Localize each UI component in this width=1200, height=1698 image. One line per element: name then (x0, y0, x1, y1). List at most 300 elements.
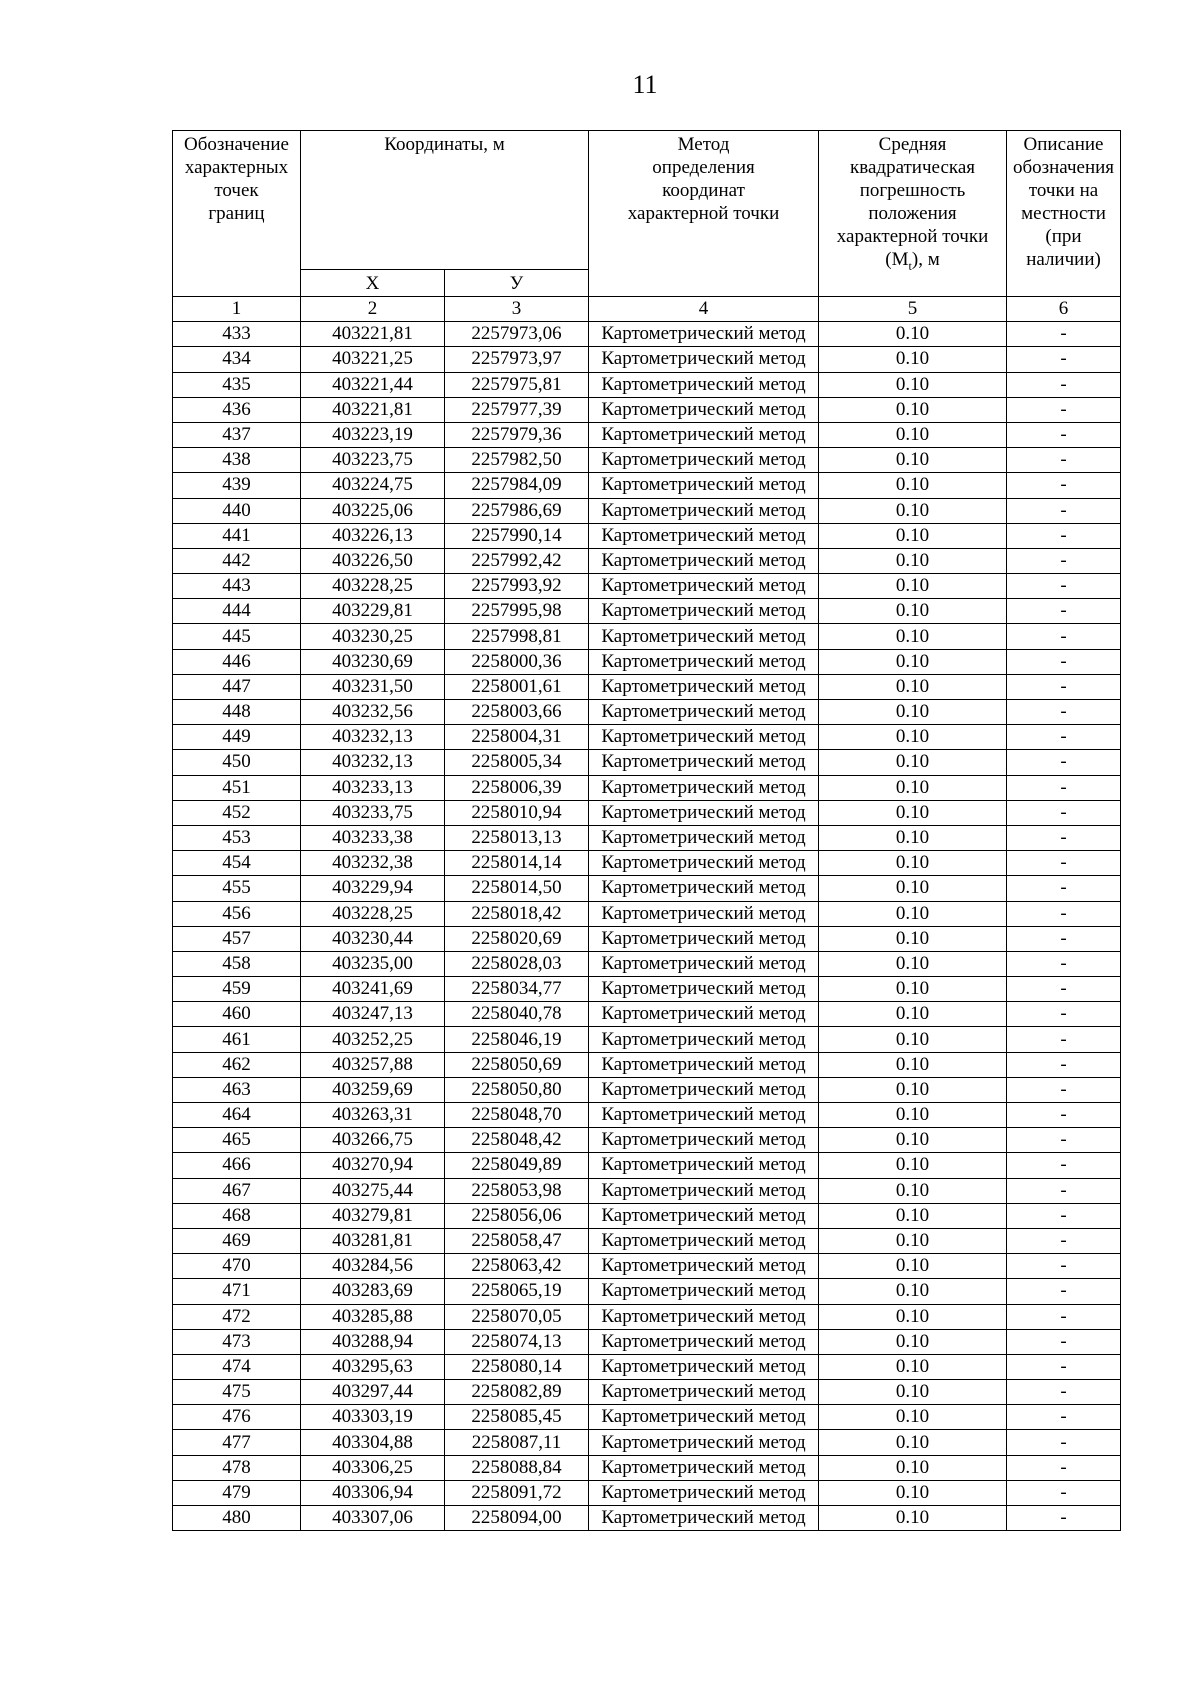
cell-description: - (1007, 1405, 1121, 1430)
cell-point-id: 466 (173, 1153, 301, 1178)
cell-description: - (1007, 1380, 1121, 1405)
cell-coord-x: 403235,00 (301, 951, 445, 976)
cell-coord-x: 403228,25 (301, 574, 445, 599)
cell-method: Картометрический метод (589, 1228, 819, 1253)
table-row (173, 1228, 1121, 1253)
table-row (173, 800, 1121, 825)
cell-point-id: 480 (173, 1506, 301, 1531)
cell-coord-x: 403266,75 (301, 1128, 445, 1153)
table-row (173, 1077, 1121, 1102)
cell-coord-y: 2258040,78 (445, 1002, 589, 1027)
cell-coord-y: 2257973,97 (445, 347, 589, 372)
page-number: 11 (632, 70, 658, 99)
table-row (173, 1430, 1121, 1455)
cell-description: - (1007, 750, 1121, 775)
cell-description: - (1007, 951, 1121, 976)
table-row (173, 1506, 1121, 1531)
cell-method: Картометрический метод (589, 448, 819, 473)
cell-point-id: 463 (173, 1077, 301, 1102)
cell-description: - (1007, 1178, 1121, 1203)
column-number: 4 (589, 297, 819, 322)
cell-coord-x: 403221,81 (301, 322, 445, 347)
column-number: 3 (445, 297, 589, 322)
cell-mean-error: 0.10 (819, 750, 1007, 775)
cell-coord-y: 2258014,50 (445, 876, 589, 901)
cell-description: - (1007, 926, 1121, 951)
cell-coord-y: 2258056,06 (445, 1203, 589, 1228)
cell-coord-y: 2257992,42 (445, 548, 589, 573)
cell-method: Картометрический метод (589, 599, 819, 624)
cell-mean-error: 0.10 (819, 599, 1007, 624)
cell-mean-error: 0.10 (819, 1103, 1007, 1128)
cell-method: Картометрический метод (589, 1254, 819, 1279)
cell-description: - (1007, 825, 1121, 850)
cell-point-id: 449 (173, 725, 301, 750)
cell-description: - (1007, 1103, 1121, 1128)
cell-coord-y: 2258000,36 (445, 649, 589, 674)
header-coordinates: Координаты, м (301, 131, 589, 270)
cell-description: - (1007, 1228, 1121, 1253)
cell-coord-y: 2257986,69 (445, 498, 589, 523)
cell-description: - (1007, 1153, 1121, 1178)
cell-method: Картометрический метод (589, 1380, 819, 1405)
column-number: 2 (301, 297, 445, 322)
cell-description: - (1007, 448, 1121, 473)
table-row (173, 1380, 1121, 1405)
cell-point-id: 455 (173, 876, 301, 901)
table-row (173, 448, 1121, 473)
table-row (173, 926, 1121, 951)
cell-coord-x: 403225,06 (301, 498, 445, 523)
table-row (173, 1153, 1121, 1178)
cell-description: - (1007, 574, 1121, 599)
cell-method: Картометрический метод (589, 1128, 819, 1153)
cell-coord-x: 403247,13 (301, 1002, 445, 1027)
cell-point-id: 467 (173, 1178, 301, 1203)
cell-mean-error: 0.10 (819, 851, 1007, 876)
cell-point-id: 476 (173, 1405, 301, 1430)
cell-description: - (1007, 1052, 1121, 1077)
cell-point-id: 457 (173, 926, 301, 951)
cell-point-id: 473 (173, 1329, 301, 1354)
cell-point-id: 453 (173, 825, 301, 850)
table-row (173, 1103, 1121, 1128)
cell-mean-error: 0.10 (819, 825, 1007, 850)
cell-point-id: 475 (173, 1380, 301, 1405)
cell-mean-error: 0.10 (819, 574, 1007, 599)
cell-coord-x: 403263,31 (301, 1103, 445, 1128)
cell-point-id: 443 (173, 574, 301, 599)
cell-description: - (1007, 1354, 1121, 1379)
cell-mean-error: 0.10 (819, 1279, 1007, 1304)
cell-coord-y: 2258014,14 (445, 851, 589, 876)
cell-coord-y: 2257979,36 (445, 422, 589, 447)
cell-coord-x: 403279,81 (301, 1203, 445, 1228)
cell-method: Картометрический метод (589, 674, 819, 699)
cell-method: Картометрический метод (589, 1405, 819, 1430)
table-row (173, 1455, 1121, 1480)
cell-point-id: 472 (173, 1304, 301, 1329)
cell-point-id: 433 (173, 322, 301, 347)
cell-mean-error: 0.10 (819, 397, 1007, 422)
cell-point-id: 479 (173, 1480, 301, 1505)
cell-coord-x: 403233,38 (301, 825, 445, 850)
cell-method: Картометрический метод (589, 825, 819, 850)
cell-mean-error: 0.10 (819, 1506, 1007, 1531)
cell-method: Картометрический метод (589, 1279, 819, 1304)
cell-point-id: 451 (173, 775, 301, 800)
cell-point-id: 474 (173, 1354, 301, 1379)
cell-method: Картометрический метод (589, 926, 819, 951)
cell-method: Картометрический метод (589, 1077, 819, 1102)
cell-method: Картометрический метод (589, 1506, 819, 1531)
table-row (173, 1279, 1121, 1304)
table-row (173, 825, 1121, 850)
cell-point-id: 465 (173, 1128, 301, 1153)
coordinates-table (172, 130, 1121, 1531)
cell-description: - (1007, 800, 1121, 825)
cell-coord-y: 2258065,19 (445, 1279, 589, 1304)
cell-mean-error: 0.10 (819, 1405, 1007, 1430)
cell-coord-x: 403275,44 (301, 1178, 445, 1203)
cell-description: - (1007, 1506, 1121, 1531)
cell-coord-x: 403288,94 (301, 1329, 445, 1354)
cell-method: Картометрический метод (589, 498, 819, 523)
cell-coord-y: 2258006,39 (445, 775, 589, 800)
cell-description: - (1007, 1455, 1121, 1480)
column-number: 1 (173, 297, 301, 322)
cell-coord-x: 403281,81 (301, 1228, 445, 1253)
cell-description: - (1007, 523, 1121, 548)
cell-description: - (1007, 624, 1121, 649)
cell-coord-y: 2258003,66 (445, 700, 589, 725)
cell-method: Картометрический метод (589, 1103, 819, 1128)
cell-description: - (1007, 599, 1121, 624)
cell-description: - (1007, 700, 1121, 725)
cell-coord-x: 403252,25 (301, 1027, 445, 1052)
cell-coord-y: 2258048,42 (445, 1128, 589, 1153)
column-number: 5 (819, 297, 1007, 322)
header-point-designation: Обозначение характерных точек границ (173, 131, 301, 297)
cell-description: - (1007, 1128, 1121, 1153)
cell-method: Картометрический метод (589, 800, 819, 825)
cell-coord-y: 2257977,39 (445, 397, 589, 422)
cell-mean-error: 0.10 (819, 1128, 1007, 1153)
cell-description: - (1007, 1027, 1121, 1052)
cell-coord-x: 403307,06 (301, 1506, 445, 1531)
cell-coord-y: 2258046,19 (445, 1027, 589, 1052)
cell-coord-x: 403295,63 (301, 1354, 445, 1379)
cell-coord-x: 403230,25 (301, 624, 445, 649)
table-row (173, 1027, 1121, 1052)
table-row (173, 876, 1121, 901)
cell-coord-x: 403306,25 (301, 1455, 445, 1480)
cell-method: Картометрический метод (589, 951, 819, 976)
cell-point-id: 452 (173, 800, 301, 825)
cell-method: Картометрический метод (589, 1002, 819, 1027)
cell-method: Картометрический метод (589, 347, 819, 372)
table-row (173, 347, 1121, 372)
cell-point-id: 464 (173, 1103, 301, 1128)
cell-point-id: 454 (173, 851, 301, 876)
cell-description: - (1007, 901, 1121, 926)
cell-coord-x: 403221,25 (301, 347, 445, 372)
cell-description: - (1007, 1329, 1121, 1354)
table-row (173, 775, 1121, 800)
cell-method: Картометрический метод (589, 1430, 819, 1455)
cell-description: - (1007, 372, 1121, 397)
cell-mean-error: 0.10 (819, 347, 1007, 372)
table-row (173, 851, 1121, 876)
cell-coord-x: 403297,44 (301, 1380, 445, 1405)
header-x: Х (301, 270, 445, 297)
table-row (173, 1354, 1121, 1379)
cell-point-id: 441 (173, 523, 301, 548)
cell-description: - (1007, 1254, 1121, 1279)
cell-coord-x: 403221,44 (301, 372, 445, 397)
table-row (173, 322, 1121, 347)
cell-mean-error: 0.10 (819, 775, 1007, 800)
cell-method: Картометрический метод (589, 851, 819, 876)
cell-coord-x: 403226,13 (301, 523, 445, 548)
table-row (173, 901, 1121, 926)
cell-coord-y: 2258001,61 (445, 674, 589, 699)
cell-coord-x: 403232,56 (301, 700, 445, 725)
cell-coord-x: 403303,19 (301, 1405, 445, 1430)
table-body (173, 322, 1121, 1531)
cell-coord-x: 403223,75 (301, 448, 445, 473)
table-row (173, 1405, 1121, 1430)
cell-method: Картометрический метод (589, 1027, 819, 1052)
cell-mean-error: 0.10 (819, 649, 1007, 674)
cell-description: - (1007, 347, 1121, 372)
cell-mean-error: 0.10 (819, 901, 1007, 926)
cell-coord-x: 403229,81 (301, 599, 445, 624)
cell-description: - (1007, 1304, 1121, 1329)
table-row (173, 649, 1121, 674)
table-row (173, 473, 1121, 498)
cell-description: - (1007, 1002, 1121, 1027)
cell-mean-error: 0.10 (819, 1304, 1007, 1329)
cell-point-id: 471 (173, 1279, 301, 1304)
cell-mean-error: 0.10 (819, 1380, 1007, 1405)
cell-mean-error: 0.10 (819, 700, 1007, 725)
cell-point-id: 469 (173, 1228, 301, 1253)
cell-point-id: 440 (173, 498, 301, 523)
cell-description: - (1007, 498, 1121, 523)
cell-coord-x: 403259,69 (301, 1077, 445, 1102)
table-row (173, 548, 1121, 573)
table-row (173, 1052, 1121, 1077)
cell-coord-y: 2257998,81 (445, 624, 589, 649)
cell-coord-x: 403304,88 (301, 1430, 445, 1455)
cell-coord-x: 403257,88 (301, 1052, 445, 1077)
cell-mean-error: 0.10 (819, 1178, 1007, 1203)
cell-coord-y: 2258058,47 (445, 1228, 589, 1253)
table-row (173, 700, 1121, 725)
cell-coord-y: 2257982,50 (445, 448, 589, 473)
cell-method: Картометрический метод (589, 1304, 819, 1329)
cell-coord-x: 403223,19 (301, 422, 445, 447)
cell-coord-y: 2258091,72 (445, 1480, 589, 1505)
cell-mean-error: 0.10 (819, 473, 1007, 498)
cell-method: Картометрический метод (589, 977, 819, 1002)
cell-method: Картометрический метод (589, 1354, 819, 1379)
cell-coord-y: 2258020,69 (445, 926, 589, 951)
cell-point-id: 444 (173, 599, 301, 624)
cell-description: - (1007, 725, 1121, 750)
cell-point-id: 470 (173, 1254, 301, 1279)
cell-coord-x: 403233,13 (301, 775, 445, 800)
cell-coord-x: 403284,56 (301, 1254, 445, 1279)
cell-method: Картометрический метод (589, 649, 819, 674)
cell-point-id: 445 (173, 624, 301, 649)
cell-point-id: 434 (173, 347, 301, 372)
cell-method: Картометрический метод (589, 1052, 819, 1077)
cell-coord-y: 2257990,14 (445, 523, 589, 548)
cell-mean-error: 0.10 (819, 1354, 1007, 1379)
cell-mean-error: 0.10 (819, 926, 1007, 951)
cell-coord-y: 2258018,42 (445, 901, 589, 926)
cell-coord-x: 403228,25 (301, 901, 445, 926)
cell-coord-y: 2258028,03 (445, 951, 589, 976)
cell-point-id: 462 (173, 1052, 301, 1077)
cell-coord-y: 2258085,45 (445, 1405, 589, 1430)
cell-point-id: 435 (173, 372, 301, 397)
table-row (173, 951, 1121, 976)
cell-method: Картометрический метод (589, 775, 819, 800)
cell-point-id: 468 (173, 1203, 301, 1228)
cell-coord-y: 2258088,84 (445, 1455, 589, 1480)
cell-mean-error: 0.10 (819, 322, 1007, 347)
cell-mean-error: 0.10 (819, 523, 1007, 548)
cell-coord-y: 2257984,09 (445, 473, 589, 498)
cell-description: - (1007, 649, 1121, 674)
cell-point-id: 446 (173, 649, 301, 674)
cell-mean-error: 0.10 (819, 800, 1007, 825)
table-row (173, 1128, 1121, 1153)
cell-point-id: 478 (173, 1455, 301, 1480)
cell-mean-error: 0.10 (819, 1153, 1007, 1178)
cell-method: Картометрический метод (589, 473, 819, 498)
table-row (173, 1203, 1121, 1228)
table-row (173, 523, 1121, 548)
cell-coord-y: 2258005,34 (445, 750, 589, 775)
cell-coord-x: 403231,50 (301, 674, 445, 699)
table-row (173, 1254, 1121, 1279)
cell-mean-error: 0.10 (819, 1329, 1007, 1354)
table-row (173, 977, 1121, 1002)
cell-mean-error: 0.10 (819, 1480, 1007, 1505)
cell-point-id: 458 (173, 951, 301, 976)
cell-method: Картометрический метод (589, 725, 819, 750)
cell-coord-x: 403229,94 (301, 876, 445, 901)
cell-method: Картометрический метод (589, 523, 819, 548)
header-method: Метод определения координат характерной точки (589, 131, 819, 297)
cell-coord-y: 2258049,89 (445, 1153, 589, 1178)
cell-description: - (1007, 322, 1121, 347)
cell-mean-error: 0.10 (819, 548, 1007, 573)
cell-coord-x: 403226,50 (301, 548, 445, 573)
cell-coord-y: 2258082,89 (445, 1380, 589, 1405)
cell-mean-error: 0.10 (819, 674, 1007, 699)
table-row (173, 422, 1121, 447)
table-row (173, 624, 1121, 649)
cell-coord-x: 403241,69 (301, 977, 445, 1002)
cell-mean-error: 0.10 (819, 498, 1007, 523)
cell-coord-y: 2258080,14 (445, 1354, 589, 1379)
cell-description: - (1007, 775, 1121, 800)
cell-mean-error: 0.10 (819, 1430, 1007, 1455)
cell-method: Картометрический метод (589, 1178, 819, 1203)
cell-coord-y: 2257993,92 (445, 574, 589, 599)
cell-coord-x: 403232,13 (301, 725, 445, 750)
cell-mean-error: 0.10 (819, 1254, 1007, 1279)
cell-description: - (1007, 548, 1121, 573)
cell-coord-x: 403224,75 (301, 473, 445, 498)
cell-coord-x: 403232,38 (301, 851, 445, 876)
cell-coord-x: 403221,81 (301, 397, 445, 422)
cell-description: - (1007, 1480, 1121, 1505)
cell-coord-y: 2258063,42 (445, 1254, 589, 1279)
cell-point-id: 460 (173, 1002, 301, 1027)
cell-coord-y: 2258013,13 (445, 825, 589, 850)
cell-coord-x: 403270,94 (301, 1153, 445, 1178)
cell-coord-x: 403230,44 (301, 926, 445, 951)
cell-point-id: 450 (173, 750, 301, 775)
table-row (173, 1480, 1121, 1505)
cell-method: Картометрический метод (589, 1455, 819, 1480)
cell-mean-error: 0.10 (819, 1052, 1007, 1077)
cell-method: Картометрический метод (589, 422, 819, 447)
table-row (173, 498, 1121, 523)
cell-method: Картометрический метод (589, 876, 819, 901)
cell-description: - (1007, 674, 1121, 699)
cell-coord-x: 403232,13 (301, 750, 445, 775)
table-row (173, 372, 1121, 397)
cell-description: - (1007, 422, 1121, 447)
header-y: У (445, 270, 589, 297)
table-row (173, 1329, 1121, 1354)
cell-description: - (1007, 1430, 1121, 1455)
cell-method: Картометрический метод (589, 1329, 819, 1354)
cell-mean-error: 0.10 (819, 876, 1007, 901)
table-row (173, 1002, 1121, 1027)
cell-description: - (1007, 851, 1121, 876)
cell-description: - (1007, 1279, 1121, 1304)
cell-mean-error: 0.10 (819, 1228, 1007, 1253)
cell-mean-error: 0.10 (819, 1027, 1007, 1052)
cell-coord-y: 2257975,81 (445, 372, 589, 397)
cell-description: - (1007, 876, 1121, 901)
cell-coord-x: 403285,88 (301, 1304, 445, 1329)
cell-point-id: 456 (173, 901, 301, 926)
cell-description: - (1007, 1203, 1121, 1228)
cell-point-id: 461 (173, 1027, 301, 1052)
cell-coord-y: 2258050,69 (445, 1052, 589, 1077)
cell-point-id: 448 (173, 700, 301, 725)
cell-method: Картометрический метод (589, 1480, 819, 1505)
column-numbers-row (173, 297, 1121, 322)
cell-mean-error: 0.10 (819, 951, 1007, 976)
cell-mean-error: 0.10 (819, 372, 1007, 397)
cell-coord-y: 2257973,06 (445, 322, 589, 347)
cell-method: Картометрический метод (589, 901, 819, 926)
table-row (173, 599, 1121, 624)
cell-coord-y: 2258074,13 (445, 1329, 589, 1354)
cell-description: - (1007, 473, 1121, 498)
cell-coord-y: 2258034,77 (445, 977, 589, 1002)
